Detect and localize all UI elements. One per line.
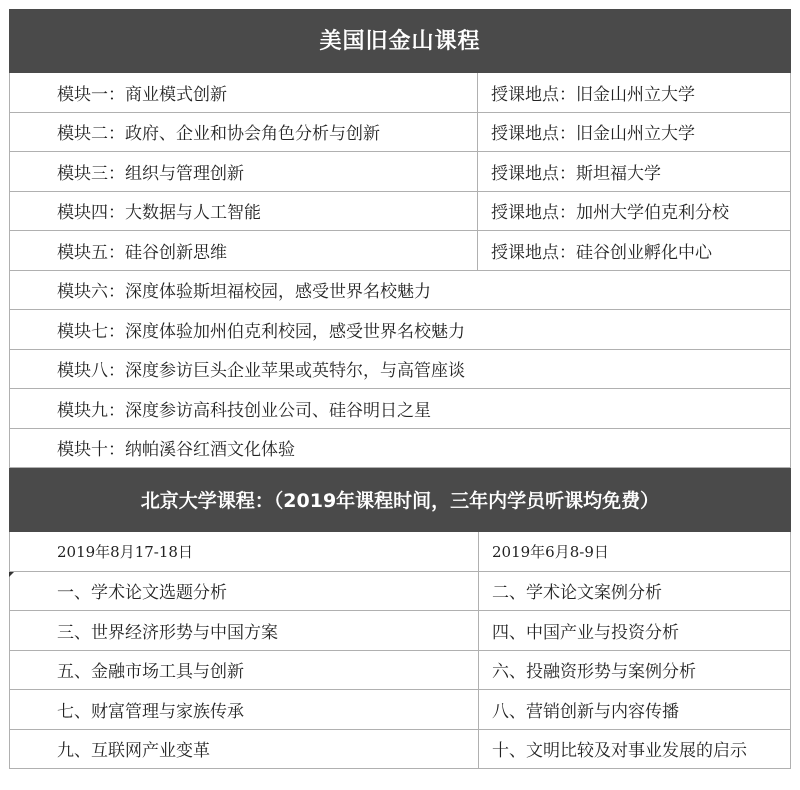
course-cell: 三、世界经济形势与中国方案 xyxy=(10,611,479,650)
course-cell: 十、文明比较及对事业发展的启示 xyxy=(492,741,747,762)
course-cell: 一、学术论文选题分析 xyxy=(10,572,479,611)
table-row xyxy=(9,310,791,350)
course-cell: 四、中国产业与投资分析 xyxy=(492,622,679,643)
location-cell: 授课地点：旧金山州立大学 xyxy=(491,84,695,105)
date-row xyxy=(9,532,791,572)
module-cell: 模块一：商业模式创新 xyxy=(10,73,478,112)
section-title-sf: 美国旧金山课程 xyxy=(9,9,791,73)
module-cell: 模块五：硅谷创新思维 xyxy=(10,231,478,270)
module-cell: 模块六：深度体验斯坦福校园，感受世界名校魅力 xyxy=(57,282,431,303)
module-cell: 模块九：深度参访高科技创业公司、硅谷明日之星 xyxy=(57,400,431,421)
date-cell-left: 2019年8月17-18日 xyxy=(10,532,479,571)
table-row xyxy=(9,350,791,390)
table-row xyxy=(9,690,791,730)
course-cell: 七、财富管理与家族传承 xyxy=(10,690,479,729)
course-cell: 五、金融市场工具与创新 xyxy=(10,651,479,690)
table-row xyxy=(9,152,791,192)
corner-mark-icon xyxy=(9,572,14,577)
table-row xyxy=(9,73,791,113)
table-row xyxy=(9,192,791,232)
table-row xyxy=(9,730,791,770)
table-row xyxy=(9,231,791,271)
module-cell: 模块二：政府、企业和协会角色分析与创新 xyxy=(10,113,478,152)
table-row xyxy=(9,113,791,153)
date-cell-right: 2019年6月8-9日 xyxy=(492,542,609,561)
module-cell: 模块七：深度体验加州伯克利校园，感受世界名校魅力 xyxy=(57,321,465,342)
location-cell: 授课地点：旧金山州立大学 xyxy=(491,124,695,145)
location-cell: 授课地点：硅谷创业孵化中心 xyxy=(491,242,712,263)
location-cell: 授课地点：斯坦福大学 xyxy=(491,163,661,184)
table-row xyxy=(9,271,791,311)
module-cell: 模块十：纳帕溪谷红酒文化体验 xyxy=(57,440,295,461)
table-row xyxy=(9,429,791,469)
course-cell: 二、学术论文案例分析 xyxy=(492,583,662,604)
table-row xyxy=(9,611,791,651)
course-document xyxy=(9,9,791,769)
course-cell: 六、投融资形势与案例分析 xyxy=(492,662,696,683)
table-row xyxy=(9,651,791,691)
section-title-pku: 北京大学课程：（2019年课程时间，三年内学员听课均免费） xyxy=(9,468,791,532)
module-cell: 模块四：大数据与人工智能 xyxy=(10,192,478,231)
module-cell: 模块八：深度参访巨头企业苹果或英特尔，与高管座谈 xyxy=(57,361,465,382)
table-row xyxy=(9,572,791,612)
location-cell: 授课地点：加州大学伯克利分校 xyxy=(491,203,729,224)
course-cell: 八、营销创新与内容传播 xyxy=(492,701,679,722)
table-row xyxy=(9,389,791,429)
course-cell: 九、互联网产业变革 xyxy=(10,730,479,769)
module-cell: 模块三：组织与管理创新 xyxy=(10,152,478,191)
